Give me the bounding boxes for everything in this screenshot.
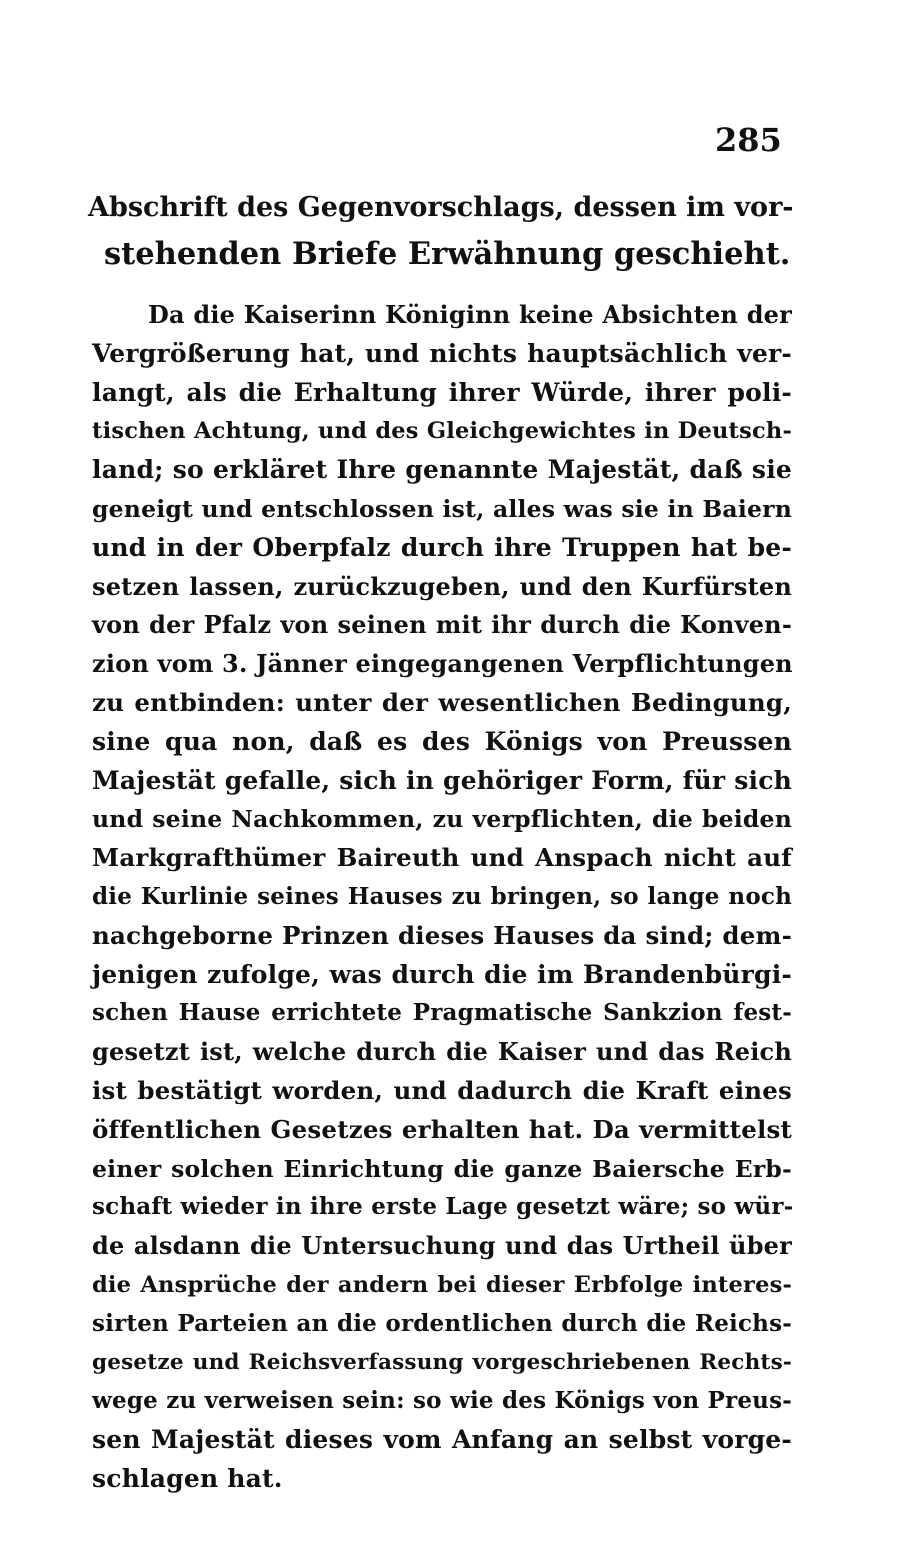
text-line: jenigen zufolge, was durch die im Brandenbürgi- (92, 959, 792, 989)
text-line: Da die Kaiserinn Königinn keine Absichten der (148, 300, 792, 329)
text-line: tischen Achtung, und des Gleichgewichtes in Deutsch- (92, 418, 792, 445)
text-line: ist bestätigt worden, und dadurch die Kraft eines (92, 1075, 792, 1105)
text-line: zu entbinden: unter der wesentlichen Bedingung, (92, 687, 792, 717)
text-line: schaft wieder in ihre erste Lage gesetzt wäre; so wür- (92, 1193, 794, 1221)
heading-line: stehenden Briefe Erwähnung geschieht. (104, 236, 791, 272)
text-line: geneigt und entschlossen ist, alles was sie in Baiern (92, 494, 792, 523)
text-line: nachgeborne Prinzen dieses Hauses da sind; dem- (92, 920, 792, 950)
text-line: und seine Nachkommen, zu verpflichten, die beiden (92, 805, 792, 834)
text-line: Markgrafthümer Baireuth und Anspach nicht auf (92, 843, 792, 873)
text-line: die Kurlinie seines Hauses zu bringen, so lange noch (92, 882, 792, 910)
text-line: von der Pfalz von seinen mit ihr durch die Konven- (92, 610, 792, 640)
text-line: sirten Parteien an die ordentlichen durch die Reichs- (92, 1309, 792, 1337)
text-line: de alsdann die Untersuchung und das Urtheil über (92, 1231, 792, 1261)
text-line: schlagen hat. (92, 1463, 283, 1493)
text-line: sine qua non, daß es des Königs von Preussen (92, 726, 792, 756)
body-paragraph (92, 296, 792, 1499)
text-line: sen Majestät dieses vom Anfang an selbst vorge- (92, 1425, 792, 1455)
text-line: gesetze und Reichsverfassung vorgeschriebenen Rechts- (92, 1349, 792, 1375)
section-heading (88, 185, 798, 277)
text-line: zion vom 3. Jänner eingegangenen Verpflichtungen (92, 649, 793, 679)
text-line: langt, als die Erhaltung ihrer Würde, ihrer poli- (92, 377, 792, 407)
text-line: Majestät gefalle, sich in gehöriger Form, für sich (92, 765, 792, 795)
text-line: Vergrößerung hat, und nichts hauptsächlich ver- (92, 338, 792, 368)
heading-line: Abschrift des Gegenvorschlags, dessen im vor- (88, 192, 794, 223)
text-line: gesetzt ist, welche durch die Kaiser und das Reich (92, 1037, 792, 1067)
text-line: öffentlichen Gesetzes erhalten hat. Da vermittelst (92, 1114, 792, 1144)
text-line: und in der Oberpfalz durch ihre Truppen hat be- (92, 532, 792, 562)
text-line: wege zu verweisen sein: so wie des Königs von Preus- (92, 1387, 792, 1415)
text-line: einer solchen Einrichtung die ganze Baiersche Erb- (92, 1154, 792, 1183)
text-line: setzen lassen, zurückzugeben, und den Kurfürsten (92, 571, 792, 601)
text-line: schen Hause errichtete Pragmatische Sankzion fest- (92, 999, 792, 1027)
text-line: die Ansprüche der andern bei dieser Erbfolge interes- (92, 1271, 792, 1298)
text-line: land; so erkläret Ihre genannte Majestät, daß sie (92, 455, 792, 485)
page-number: 285 (715, 121, 782, 159)
